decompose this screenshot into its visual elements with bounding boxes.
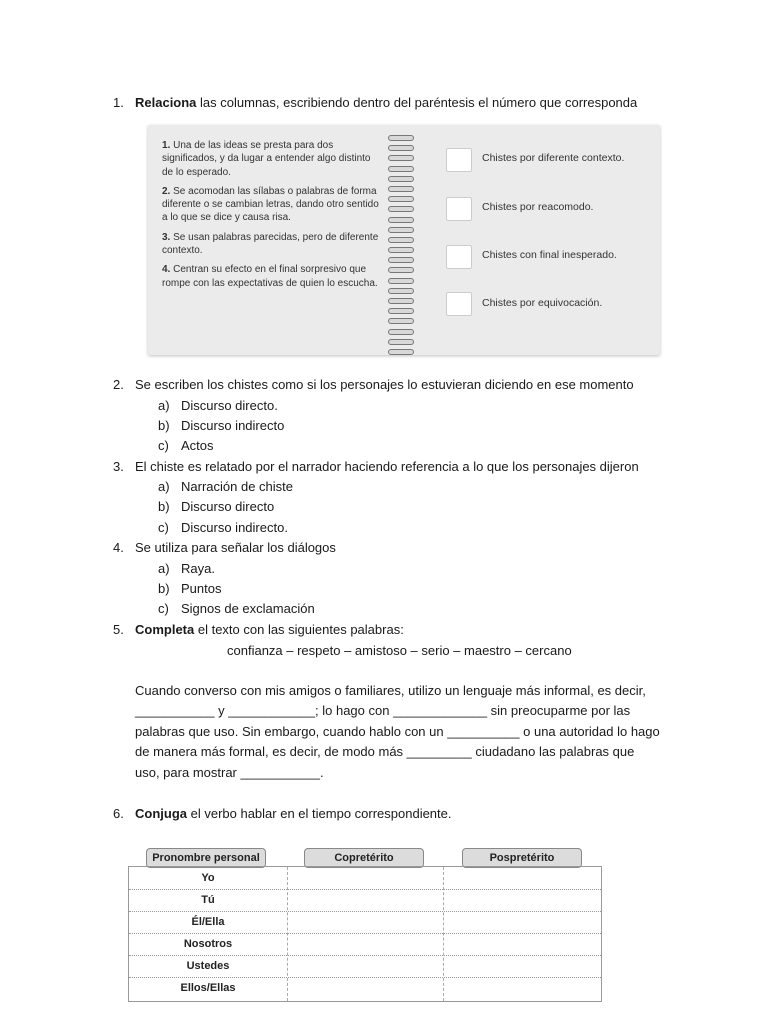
pronoun-cell: Él/Ella [191, 916, 225, 928]
option[interactable] [158, 599, 315, 619]
option-text: Narración de chiste [181, 479, 293, 494]
match-item [162, 139, 382, 179]
match-item-text: Se acomodan las sílabas o palabras de forma diferente o se cambian letras, dando otro sentido a lo que se dice y causa risa. [162, 185, 379, 224]
match-option: Chistes con final inesperado. [482, 249, 617, 261]
option-text: Discurso indirecto. [181, 520, 288, 535]
option-letter: a) [158, 479, 170, 494]
table-row [129, 955, 601, 978]
question-1 [113, 93, 637, 113]
question-text: el texto con las siguientes palabras: [194, 622, 404, 637]
option[interactable] [158, 559, 215, 579]
paragraph-line: uso, para mostrar ___________. [135, 764, 324, 780]
question-number: 1. [113, 95, 124, 110]
option-letter: c) [158, 438, 169, 453]
pronoun-cell: Nosotros [183, 938, 233, 950]
paragraph-line: palabras que uso. Sin embargo, cuando hablo con un __________ o una autoridad lo hago [135, 723, 660, 739]
pronoun-cell: Ellos/Ellas [180, 982, 236, 994]
fill-in-paragraph [135, 681, 695, 783]
header-pospreterito: Pospretérito [462, 848, 582, 868]
option-letter: a) [158, 561, 170, 576]
question-text: El chiste es relatado por el narrador haciendo referencia a lo que los personajes dijeron [135, 459, 639, 474]
table-row [129, 977, 601, 999]
option[interactable] [158, 518, 288, 538]
answer-box[interactable] [446, 148, 472, 172]
option-text: Discurso directo [181, 499, 275, 514]
word-bank: confianza – respeto – amistoso – serio – maestro – cercano [227, 643, 572, 658]
match-item [162, 185, 382, 225]
pronoun-cell: Ustedes [186, 960, 230, 972]
option-letter: c) [158, 601, 169, 616]
match-item [162, 231, 382, 258]
column-divider [443, 867, 444, 1001]
question-number: 2. [113, 377, 124, 392]
question-text: Se utiliza para señalar los diálogos [135, 540, 336, 555]
header-copreterito: Copretérito [304, 848, 424, 868]
paragraph-line: ___________ y ____________; lo hago con _____________ sin preocuparme por las [135, 703, 631, 719]
option-letter: b) [158, 581, 170, 596]
option-text: Raya. [181, 561, 215, 576]
table-grid [128, 866, 602, 1002]
match-option: Chistes por equivocación. [482, 297, 603, 309]
question-text: las columnas, escribiendo dentro del paréntesis el número que corresponda [196, 95, 638, 110]
table-row [129, 911, 601, 934]
option[interactable] [158, 436, 214, 456]
option[interactable] [158, 477, 293, 497]
question-number: 5. [113, 622, 124, 637]
question-number: 6. [113, 806, 124, 821]
option-letter: b) [158, 499, 170, 514]
question-verb: Completa [135, 622, 195, 637]
spiral-binding [388, 135, 418, 359]
conjugation-table [128, 846, 602, 1002]
question-verb: Conjuga [135, 806, 187, 821]
option[interactable] [158, 497, 274, 517]
column-divider [287, 867, 288, 1001]
question-text: Se escriben los chistes como si los personajes lo estuvieran diciendo en ese momento [135, 377, 634, 392]
match-item-number: 1. [162, 140, 171, 151]
option-letter: b) [158, 418, 170, 433]
option-text: Signos de exclamación [181, 601, 315, 616]
header-pronombre: Pronombre personal [146, 848, 266, 868]
option-text: Discurso indirecto [181, 418, 285, 433]
answer-box[interactable] [446, 245, 472, 269]
table-row [129, 889, 601, 912]
match-item-text: Una de las ideas se presta para dos significados, y da lugar a entender algo distinto de lo esperado. [162, 140, 371, 178]
match-item [162, 263, 382, 290]
option-text: Actos [181, 438, 214, 453]
pronoun-cell: Yo [201, 872, 215, 884]
question-number: 4. [113, 540, 124, 555]
question-number: 3. [113, 459, 124, 474]
match-item-number: 2. [162, 185, 171, 197]
table-row [129, 933, 601, 956]
question-6 [113, 804, 452, 824]
option[interactable] [158, 579, 221, 599]
question-3 [113, 457, 639, 477]
question-2 [113, 375, 634, 395]
match-option: Chistes por diferente contexto. [482, 152, 625, 164]
question-text: el verbo hablar en el tiempo correspondiente. [187, 806, 452, 821]
option[interactable] [158, 416, 284, 436]
question-5 [113, 620, 404, 640]
match-item-number: 4. [162, 264, 171, 276]
question-4 [113, 538, 336, 558]
match-left-column [162, 139, 382, 296]
match-item-number: 3. [162, 231, 171, 243]
option-text: Puntos [181, 581, 222, 596]
option[interactable] [158, 396, 278, 416]
match-option: Chistes por reacomodo. [482, 201, 594, 213]
option-letter: c) [158, 520, 169, 535]
option-text: Discurso directo. [181, 398, 278, 413]
paragraph-line: de manera más formal, es decir, de modo más _________ ciudadano las palabras que [135, 744, 635, 760]
match-item-text: Centran su efecto en el final sorpresivo que rompe con las expectativas de quien lo escucha. [162, 264, 378, 289]
option-letter: a) [158, 398, 170, 413]
table-row [129, 867, 601, 890]
answer-box[interactable] [446, 197, 472, 221]
match-columns-panel [148, 125, 660, 355]
paragraph-line: Cuando converso con mis amigos o familiares, utilizo un lenguaje más informal, es decir, [135, 683, 646, 698]
question-verb: Relaciona [135, 95, 197, 110]
answer-box[interactable] [446, 292, 472, 316]
pronoun-cell: Tú [201, 894, 215, 906]
match-item-text: Se usan palabras parecidas, pero de diferente contexto. [162, 231, 379, 257]
